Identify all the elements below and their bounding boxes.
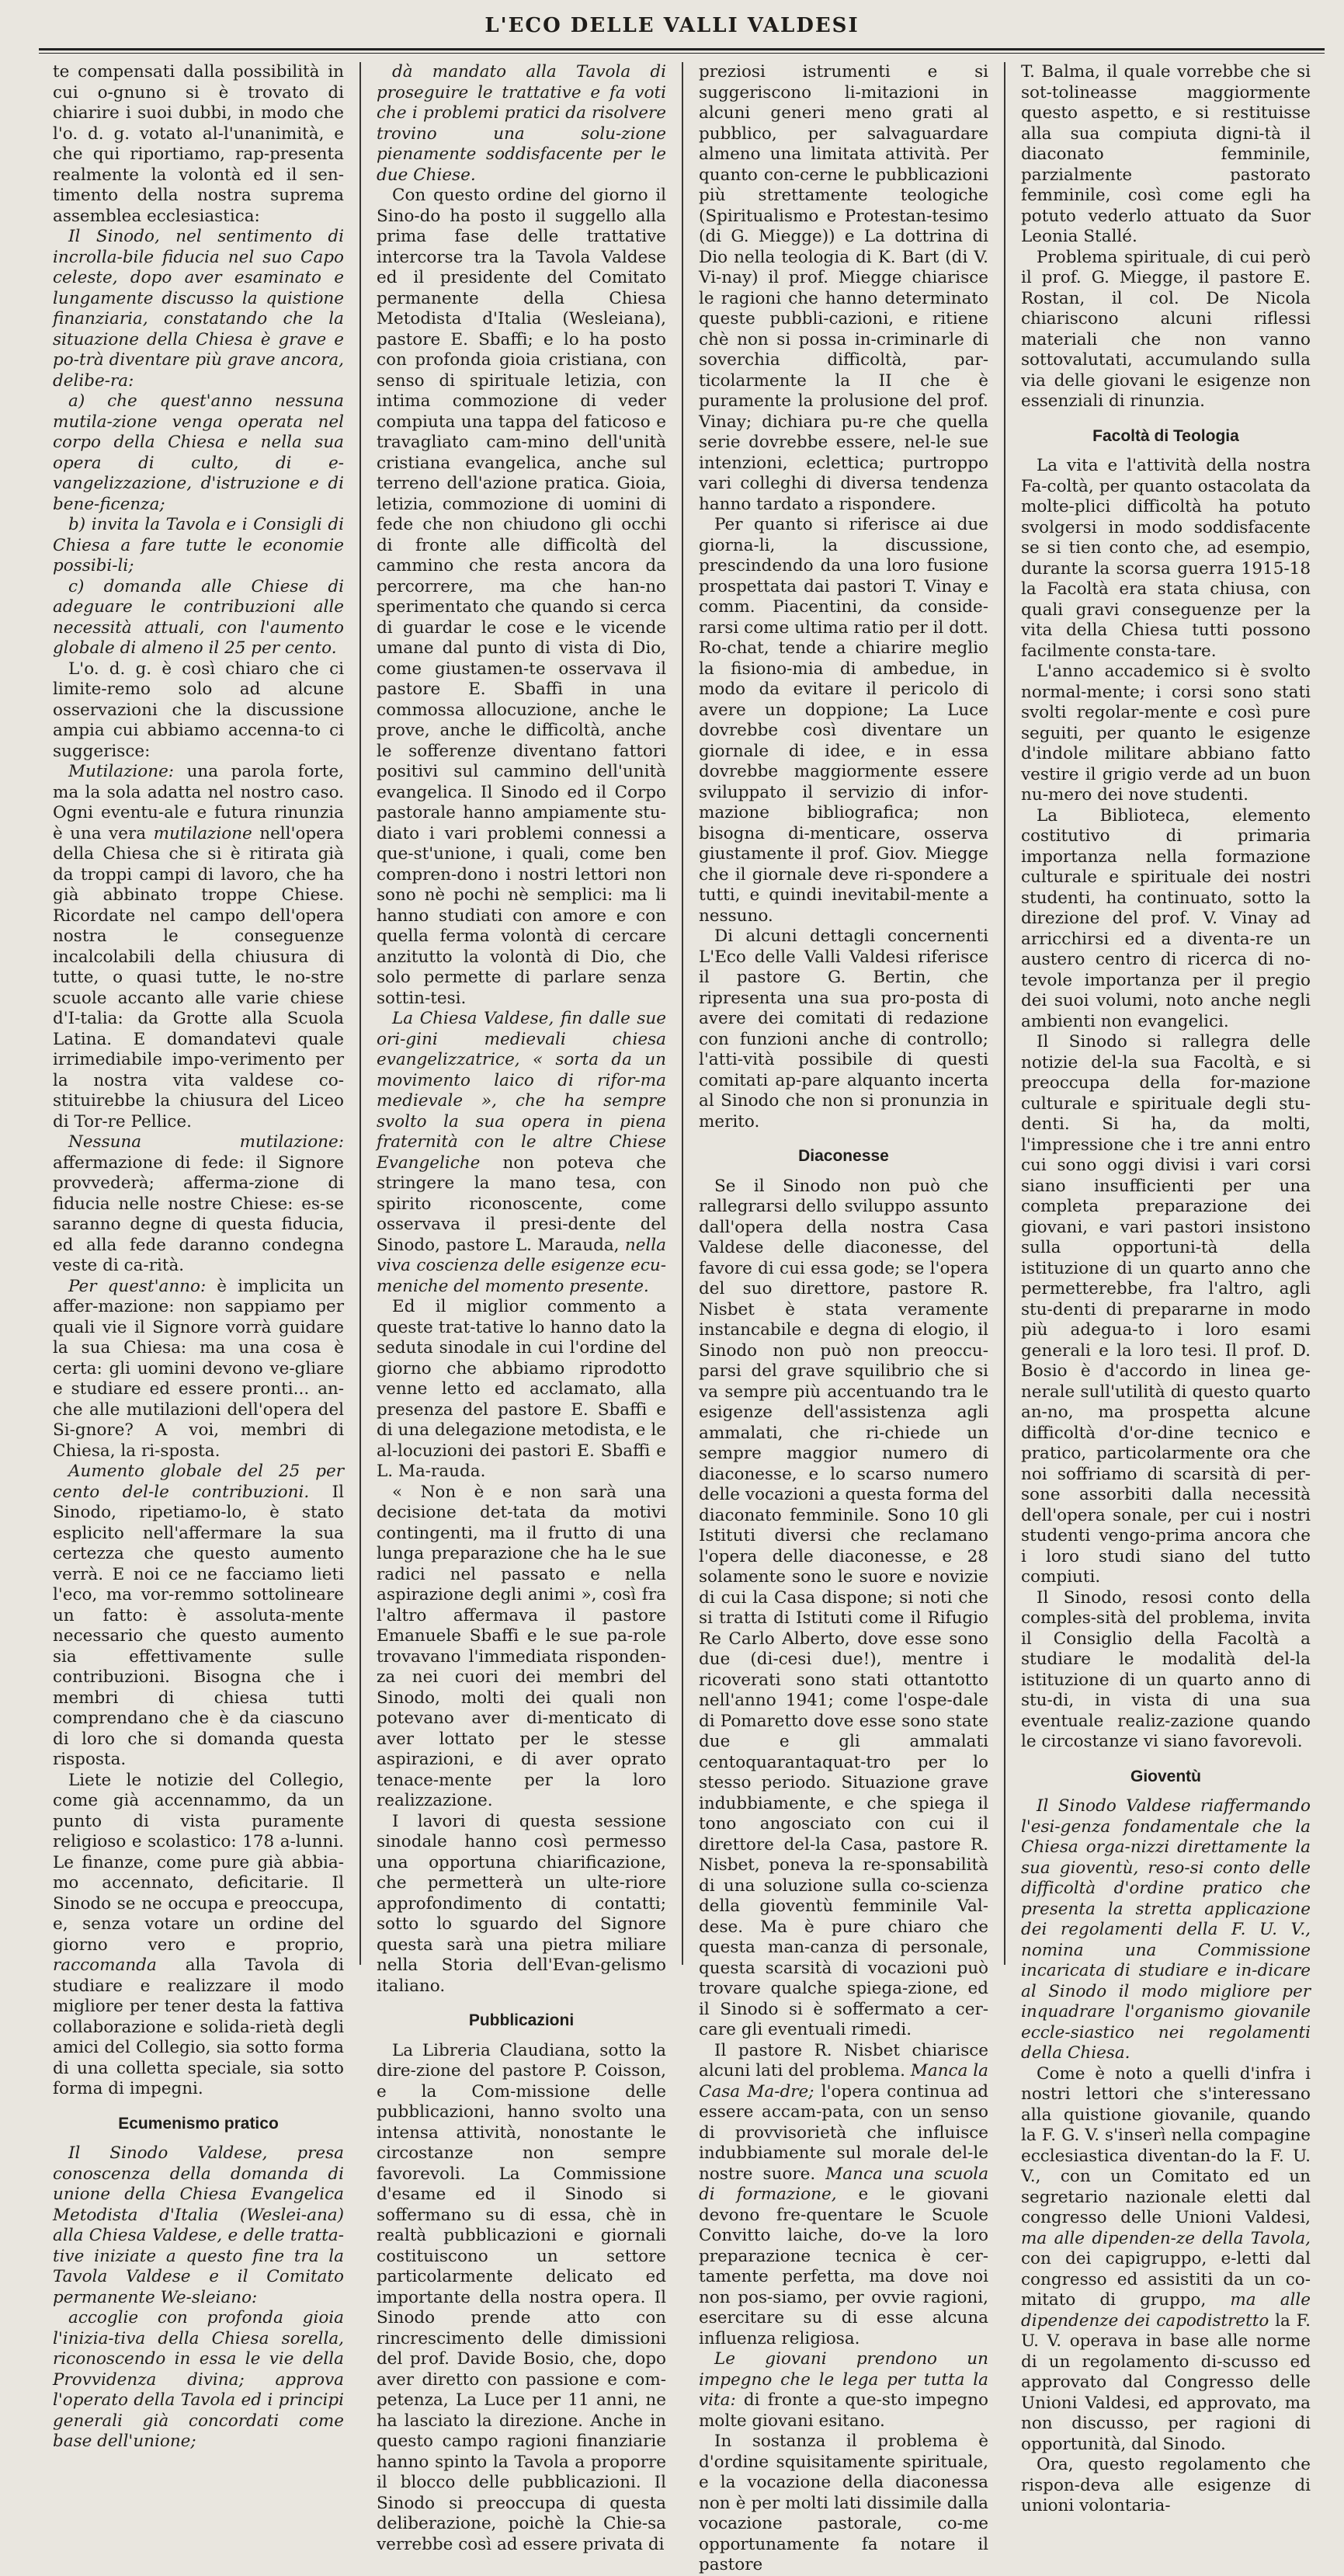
masthead-rule-thin	[39, 53, 1325, 54]
masthead-rule	[39, 48, 1325, 50]
paragraph: « Non è e non sarà una decisione det-tata da motivi contingenti, ma il frutto di una lunga preparazione che ha le sue radici nel passato e nella aspirazione degli animi », così fra l'altro affermava il pastore Emanuele Sbaffi e le sue pa-role trovavano l'immediata risponden-za nei cuori dei membri del Sinodo, molti dei quali non potevano aver di-menticato di aver lottato per le stesse aspirazioni, e di aver oprato tenace-mente per la loro realizzazione.	[377, 1482, 666, 1810]
section-heading: Gioventù	[1130, 1767, 1201, 1785]
paragraph: a) che quest'anno nessuna mutila-zione venga operata nel corpo della Chiesa e nella sua opera di culto, di e-vangelizzazione, d'istruzione e di bene-ficenza;	[53, 391, 344, 514]
paragraph: Di alcuni dettagli concernenti L'Eco delle Valli Valdesi riferisce il pastore G. Bertin, che ripresenta una sua pro-posta di avere dei comitati di redazione con funzioni anche di controllo; l'atti-vità possibile di questi comitati ap-pare alquanto incerta al Sinodo che non si pronunzia in merito.	[699, 926, 988, 1132]
paragraph: I lavori di questa sessione sinodale hanno così permesso una opportuna chiarificazione, che permetterà un ulte-riore approfondimento di contatti; sotto lo sguardo del Signore questa sarà una pietra miliare nella Storia dell'Evan-gelismo italiano.	[377, 1811, 666, 1996]
paragraph: te compensati dalla possibilità in cui o-gnuno si è trovato di chiarire i suoi dubbi, in modo che l'o. d. g. votato al-l'unanimità, e che qui riportiamo, rap-presenta realmente la volontà ed il sen-timento della nostra suprema assemblea ecclesiastica:	[53, 62, 344, 226]
paragraph: Il Sinodo, nel sentimento di incrolla-bile fiducia nel suo Capo celeste, dopo aver esaminato e lungamente discusso la quistione finanziaria, constatando che la situazione della Chiesa è grave e po-trà diventare più grave ancora, delibe-ra:	[53, 227, 344, 391]
paragraph: La Biblioteca, elemento costitutivo di primaria importanza nella formazione culturale e spirituale dei nostri studenti, ha continuato, sotto la direzione del prof. V. Vinay ad arricchirsi ed a diventa-re un austero centro di ricerca di no-tevole importanza per il pregio dei suoi volumi, noto anche negli ambienti non evangelici.	[1021, 805, 1311, 1031]
paragraph: La Chiesa Valdese, fin dalle sue ori-gini medievali chiesa evangelizzatrice, « sorta da un movimento laico di rifor-ma medievale », che ha sempre svolto la sua opera in piena fraternità con le altre Chiese Evangeliche non poteva che stringere la mano tesa, con spirito riconoscente, come osservava il presi-dente del Sinodo, pastore L. Marauda, nella viva coscienza delle esigenze ecu-meniche del momento presente.	[377, 1009, 666, 1296]
paragraph: Come è noto a quelli d'infra i nostri lettori che s'interessano alla quistione giovanile, quando la F. G. V. s'inserì nella compagine ecclesiastica diventan-do la F. U. V., con un Comitato ed un segretario nazionale eletti dal congresso delle Unioni Valdesi, ma alle dipenden-ze della Tavola, con dei capigruppo, e-letti dal congresso ed assistiti da un co-mitato di gruppo, ma alle dipendenze dei capodistretto la F. U. V. operava in base alle norme di un regolamento di-scusso ed approvato dal Congresso delle Unioni Valdesi, ed approvato, ma non discusso, per ragioni di opportunità, dal Sinodo.	[1021, 2063, 1311, 2454]
paragraph: In sostanza il problema è d'ordine squisitamente spirituale, e la vocazione della diaconessa non è per molti lati dissimile dalla vocazione pastorale, co-me opportunamente fa notare il pastore	[699, 2432, 988, 2574]
masthead: L'ECO DELLE VALLI VALDESI	[484, 14, 860, 37]
paragraph: dà mandato alla Tavola di proseguire le trattative e fa voti che i problemi pratici da risolvere trovino una solu-zione pienamente soddisfacente per le due Chiese.	[377, 62, 666, 185]
paragraph: Per quest'anno: è implicita un affer-mazione: non sappiamo per quali vie il Signore vorrà guidare la sua Chiesa: ma una cosa è certa: gli uomini devono ve-gliare e studiare ed essere pronti... an-che alle mutilazioni dell'opera del Si-gnore? A voi, membri di Chiesa, la ri-sposta.	[53, 1276, 345, 1461]
paragraph: Il Sinodo si rallegra delle notizie del-la sua Facoltà, e si preoccupa della for-mazione culturale e spirituale degli stu-denti. Si ha, da molti, l'impressione che i tre anni entro cui sono oggi divisi i vari corsi siano insufficienti per una completa preparazione dei giovani, e vari pastori insistono sulla opportuni-tà della istituzione di un quarto anno che permetterebbe, fra l'altro, agli stu-denti di prepararne in modo più adegua-to i loro esami generali e la loro tesi. Il prof. D. Bosio è d'accordo in linea ge-nerale sull'utilità di questo quarto an-no, ma prospetta alcune difficoltà d'or-dine tecnico e pratico, particolarmente ora che noi soffriamo di scarsità di per-sone assorbiti dalla necessità dell'opera sonale, per cui i nostri studenti vengo-prima ancora che i loro studi siano del tutto compiuti.	[1021, 1032, 1311, 1587]
section-heading: Facoltà di Teologia	[1092, 426, 1239, 445]
paragraph: Con questo ordine del giorno il Sino-do ha posto il suggello alla prima fase delle trattative intercorse tra la Tavola Valdese ed il presidente del Comitato permanente della Chiesa Metodista d'Italia (Wesleiana), pastore E. Sbaffi; e lo ha posto con profonda gioia cristiana, con senso di spirituale letizia, con intima commozione di veder compiuta una tappa del faticoso e travagliato cam-mino dell'unità cristiana evangelica, anche sul terreno dell'azione pratica. Gioia, letizia, commozione di uomini di fede che non chiudono gli occhi di fronte alle difficoltà del cammino che resta ancora da percorrere, ma che han-no sperimentato che quando si cerca di guardar le cose e le vicende umane dal punto di vista di Dio, come giustamen-te osservava il pastore E. Sbaffi in una commossa allocuzione, anche le prove, anche le difficoltà, anche le sofferenze diventano fattori positivi sul cammino dell'unità evangelica. Il Sinodo ed il Corpo pastorale hanno ampiamente stu-diato i vari problemi connessi a que-st'unione, i quali, come ben compren-dono i nostri lettori non sono nè pochi nè semplici: ma li hanno studiati con amore e con quella ferma volontà di cercare anzitutto la volontà di Dio, che solo permette di parlare senza sottin-tesi.	[377, 186, 666, 1008]
paragraph: Il Sinodo Valdese, presa conoscenza della domanda di unione della Chiesa Evangelica Metodista d'Italia (Weslei-ana) alla Chiesa Valdese, e delle tratta-tive iniziate a questo fine tra la Tavola Valdese e il Comitato permanente We-sleiano:	[53, 2143, 344, 2307]
paragraph: Le giovani prendono un impegno che le lega per tutta la vita: di fronte a que-sto impegno molte giovani esitano.	[699, 2349, 988, 2431]
paragraph: Per quanto si riferisce ai due giorna-li, la discussione, prescindendo da una loro fusione prospettata dai pastori T. Vinay e comm. Piacentini, da conside-rarsi come ultima ratio per il dott. Ro-chat, tende a chiarire meglio la fisiono-mia di ambedue, in modo da evitare il pericolo di avere un doppione; La Luce dovrebbe così diventare un giornale di idee, e in essa dovrebbe maggiormente essere sviluppato il servizio di infor-mazione bibliografica; non bisogna di-menticare, osserva giustamente il prof. Giov. Miegge che il giornale deve ri-spondere a tutti, e quindi inevitabil-mente a nessuno.	[699, 515, 988, 926]
paragraph: c) domanda alle Chiese di adeguare le contribuzioni alle necessità attuali, con l'aumento globale di almeno il 25 per cento.	[53, 576, 344, 658]
section-heading: Ecumenismo pratico	[118, 2114, 279, 2133]
paragraph: Nessuna mutilazione: affermazione di fede: il Signore provvederà; afferma-zione di fiducia nelle nostre Chiese: es-se saranno degne di questa fiducia, ed alla fede daranno condegna veste di ca-rità.	[53, 1132, 344, 1275]
paragraph: Aumento globale del 25 per cento del-le contribuzioni. Il Sinodo, ripetiamo-lo, è stato esplicito nell'affermare la sua certezza che questo aumento verrà. E noi ce ne facciamo lieti l'eco, ma vor-remmo sottolineare un fatto: è assoluta-mente necessario che questo aumento sia effettivamente sulle contribuzioni. Bisogna che i membri di chiesa tutti comprendano che è da ciascuno di loro che si domanda questa risposta.	[53, 1462, 344, 1769]
paragraph: b) invita la Tavola e i Consigli di Chiesa a fare tutte le economie possibi-li;	[53, 515, 344, 575]
paragraph: Il Sinodo, resosi conto della comples-sità del problema, invita il Consiglio della Facoltà a studiare le modalità del-la istituzione di un quarto anno di stu-di, in vista di una sua eventuale realiz-zazione quando le circostanze vi siano favorevoli.	[1021, 1587, 1311, 1751]
column-1	[37, 62, 359, 2451]
paragraph: Problema spirituale, di cui però il prof. G. Miegge, il pastore E. Rostan, il col. De Nicola chiariscono alcuni riflessi materiali che non vanno sottovalutati, accumulando sulla via delle giovani le esigenze non essenziali di rinunzia.	[1021, 247, 1311, 411]
column-2	[359, 62, 682, 2554]
paragraph: Mutilazione: una parola forte, ma la sola adatta nel nostro caso. Ogni eventu-ale e futura rinunzia è una vera mutilazione nell'opera della Chiesa che si è ritirata già da troppi campi di lavoro, che ha già abbinato troppe Chiese. Ricordate nel campo dell'opera nostra le conseguenze incalcolabili della chiusura di tutte, o quasi tutte, le no-stre scuole accanto alle varie chiese d'I-talia: da Grotte alla Scuola Latina. E domandatevi quale irrimediabile impo-verimento per la nostra vita valdese co-stituirebbe la chiusura del Liceo di Tor-re Pellice.	[53, 762, 344, 1132]
paragraph: L'o. d. g. è così chiaro che ci limite-remo solo ad alcune osservazioni che la discussione ampia cui abbiamo accenna-to ci suggerisce:	[53, 659, 344, 761]
paragraph: La Libreria Claudiana, sotto la dire-zione del pastore P. Coisson, e la Com-missione delle pubblicazioni, hanno svolto una intensa attività, nonostante le circostanze non sempre favorevoli. La Commissione d'esame ed il Sinodo si soffermano su di essa, chè in realtà pubblicazioni e giornali costituiscono un settore particolarmente delicato ed importante della nostra opera. Il Sinodo prende atto con rincrescimento delle dimissioni del prof. Davide Bosio, che, dopo aver diretto con passione e com-petenza, La Luce per 11 anni, ne ha lasciato la direzione. Anche in questo campo ragioni finanziarie hanno spinto la Tavola a proporre il blocco delle pubblicazioni. Il Sinodo si preoccupa di questa deliberazione, poichè la Chie-sa verrebbe così ad essere privata di	[377, 2040, 666, 2554]
section-heading: Pubblicazioni	[468, 2011, 575, 2029]
paragraph: Il pastore R. Nisbet chiarisce alcuni lati del problema. Manca la Casa Ma-dre; l'opera continua ad essere accam-pata, con un senso di provvisorietà che influisce indubbiamente sul morale del-le nostre suore. Manca una scuola di formazione, e le giovani devono fre-quentare le Scuole Convitto laiche, do-ve la loro preparazione tecnica è cer-tamente perfetta, ma dove noi non pos-siamo, per ovvie ragioni, esercitare su di esse alcuna influenza religiosa.	[699, 2040, 989, 2348]
section-heading: Diaconesse	[798, 1147, 889, 1165]
paragraph: preziosi istrumenti e si suggeriscono li-mitazioni in alcuni generi meno grati al pubblico, per salvaguardare almeno una limitata attività. Per quanto con-cerne le pubblicazioni più strettamente teologiche (Spiritualismo e Protestan-tesimo (di G. Miegge)) e La dottrina di Dio nella teologia di K. Bart (di V. Vi-nay) il prof. Miegge chiarisce le ragioni che hanno determinato queste pubbli-cazioni, e ritiene chè non si possa in-criminarle di soverchia difficoltà, par-ticolarmente la II che è puramente la prolusione del prof. Vinay; dichiara pu-re che quella serie dovrebbe essere, nel-le sue intenzioni, eclettica; purtroppo vari colleghi di diversa tendenza hanno tardato a rispondere.	[699, 62, 988, 514]
paragraph: Liete le notizie del Collegio, come già accennammo, da un punto di vista puramente religioso e scolastico: 178 a-lunni. Le finanze, come pure già abbia-mo accennato, deficitarie. Il Sinodo se ne occupa e preoccupa, e, senza votare un ordine del giorno vero e proprio, raccomanda alla Tavola di studiare e realizzare il modo migliore per tener desta la fattiva collaborazione e solida-rietà degli amici del Collegio, sia sotto forma di una colletta speciale, sia sotto forma di impegni.	[53, 1770, 344, 2098]
paragraph: Ora, questo regolamento che rispon-deva alle esigenze di unioni volontaria-	[1021, 2455, 1311, 2515]
paragraph: Il Sinodo Valdese riaffermando l'esi-genza fondamentale che la Chiesa orga-nizzi direttamente la sua gioventù, reso-si conto delle difficoltà d'ordine pratico che presenta la stretta applicazione dei regolamenti della F. U. V., nomina una Commissione incaricata di studiare e in-dicare al Sinodo il modo migliore per inquadrare l'organismo giovanile eccle-siastico nei regolamenti della Chiesa.	[1021, 1796, 1311, 2063]
column-4	[1004, 62, 1326, 2515]
paragraph: accoglie con profonda gioia l'inizia-tiva della Chiesa sorella, riconoscendo in essa le vie della Provvidenza divina; approva l'operato della Tavola ed i principi generali già concordati come base dell'unione;	[53, 2308, 344, 2451]
columns	[37, 62, 1326, 2574]
paragraph: T. Balma, il quale vorrebbe che si sot-tolineasse maggiormente questo aspetto, e si restituisse alla sua compiuta digni-tà il diaconato femminile, parzialmente pastorato femminile, così come egli ha potuto vederlo attuato da Suor Leonia Stallé.	[1021, 62, 1311, 246]
column-3	[682, 62, 1004, 2574]
paragraph: L'anno accademico si è svolto normal-mente; i corsi sono stati svolti regolar-mente e così pure seguiti, per quanto le esigenze d'indole militare abbiano fatto vestire il grigio verde ad un buon nu-mero dei nove studenti.	[1021, 662, 1311, 805]
paragraph: La vita e l'attività della nostra Fa-coltà, per quanto ostacolata da molte-plici difficoltà ha potuto svolgersi in modo soddisfacente se si tien conto che, ad esempio, durante la scorsa guerra 1915-18 la Facoltà era stata chiusa, con quali gravi conseguenze per la vita della Chiesa tutti possono facilmente consta-tare.	[1021, 456, 1311, 661]
paragraph: Ed il miglior commento a queste trat-tative lo hanno dato la seduta sinodale in cui l'ordine del giorno che abbiamo riprodotto venne letto ed acclamato, alla presenza del pastore E. Sbaffi e di una delegazione metodista, e le al-locuzioni dei pastori E. Sbaffi e L. Ma-rauda.	[377, 1297, 666, 1481]
paragraph: Se il Sinodo non può che rallegrarsi dello sviluppo assunto dall'opera della nostra Casa Valdese delle diaconesse, del favore di cui essa gode; se l'opera del suo direttore, pastore R. Nisbet è stata veramente instancabile e degna di elogio, il Sinodo non può non preoccu-parsi del grave squilibrio che si va sempre più accentuando tra le esigenze dell'assistenza agli ammalati, che ri-chiede un sempre maggior numero di diaconesse, e lo scarso numero delle vocazioni a questa forma del diaconato femminile. Sono 10 gli Istituti diversi che reclamano l'opera delle diaconesse, e 28 solamente sono le suore e novizie di cui la Casa dispone; si noti che si tratta di Istituti come il Rifugio Re Carlo Alberto, dove esse sono due (di-cesi due!), mentre i ricoverati sono stati ottantotto nell'anno 1941; come l'ospe-dale di Pomaretto dove esse sono state due e gli ammalati centoquarantaquat-tro per lo stesso periodo. Situazione grave indubbiamente, e che spiega il tono angosciato con cui il direttore del-la Casa, pastore R. Nisbet, poneva la re-sponsabilità di una soluzione sulla co-scienza della gioventù femminile Val-dese. Ma è pure chiaro che questa man-canza di personale, questa scarsità di vocazioni può trovare qualche spiega-zione, ed il Sinodo si è soffermato a cer-care gli eventuali rimedi.	[699, 1176, 988, 2039]
